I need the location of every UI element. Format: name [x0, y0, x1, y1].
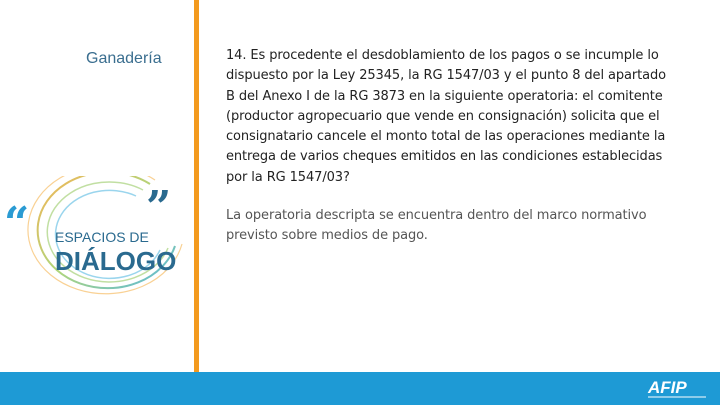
open-quote-icon: “: [4, 198, 30, 249]
espacios-de-dialogo-logo: [0, 176, 190, 306]
close-quote-icon: ”: [146, 182, 172, 233]
section-label: Ganadería: [86, 50, 162, 67]
answer-text: La operatoria descripta se encuentra dentro del marco normativo previsto sobre medios de pago.: [226, 208, 647, 244]
afip-logo-text: AFIP: [648, 378, 687, 397]
footer-bar: [0, 372, 720, 405]
question-text: 14. Es procedente el desdoblamiento de los pagos o se incumple lo dispuesto por la Ley 25345, la RG 1547/03 y el punto 8 del apartado B del Anexo I de la RG 3873 en la siguiente operatoria: el comitente (productor agropecuario que vende en consignación) solicita que el consignatario cancele el monto total de las operaciones mediante la entrega de varios cheques emitidos en las condiciones establecidas por la RG 1547/03?: [226, 48, 666, 185]
logo-line2: DIÁLOGO: [55, 246, 177, 276]
logo-line1: ESPACIOS DE: [55, 229, 149, 245]
afip-logo: [646, 375, 710, 402]
vertical-divider: [194, 0, 199, 372]
